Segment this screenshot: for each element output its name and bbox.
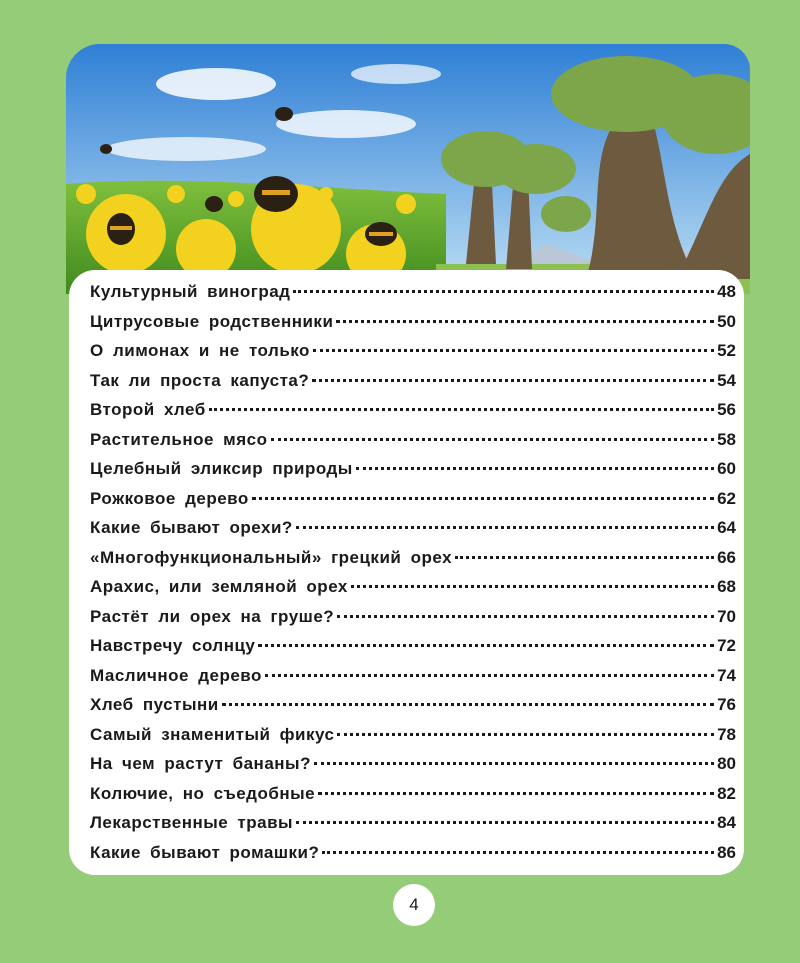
toc-leader-dots bbox=[252, 497, 714, 500]
toc-entry-title: Колючие, но съедобные bbox=[90, 783, 316, 803]
toc-entry[interactable] bbox=[90, 307, 736, 337]
toc-entry-page: 66 bbox=[717, 547, 736, 567]
toc-entry-title: «Многофункциональный» грецкий орех bbox=[90, 547, 453, 567]
toc-entry[interactable] bbox=[90, 336, 736, 366]
toc-entry-page: 56 bbox=[717, 400, 736, 419]
toc-entry[interactable] bbox=[90, 277, 736, 307]
toc-entry-title: Навстречу солнцу bbox=[90, 636, 256, 655]
toc-entry[interactable] bbox=[90, 454, 736, 484]
toc-entry-page: 82 bbox=[717, 783, 736, 803]
toc-leader-dots bbox=[312, 379, 714, 382]
toc-entry[interactable] bbox=[90, 661, 736, 691]
toc-leader-dots bbox=[258, 644, 714, 647]
toc-leader-dots bbox=[313, 349, 714, 352]
toc-entry-page: 76 bbox=[717, 695, 736, 714]
toc-entry-title: Какие бывают орехи? bbox=[90, 518, 293, 537]
toc-leader-dots bbox=[351, 585, 714, 588]
toc-entry-title: Арахис, или земляной орех bbox=[90, 577, 348, 596]
toc-entry[interactable] bbox=[90, 808, 736, 838]
bees-and-trees-image bbox=[66, 44, 750, 294]
toc-entry-title: Целебный эликсир природы bbox=[90, 459, 353, 478]
toc-entry-page: 64 bbox=[717, 518, 736, 537]
toc-leader-dots bbox=[318, 792, 714, 795]
toc-entry-title: Растёт ли орех на груше? bbox=[90, 606, 335, 626]
toc-entry[interactable] bbox=[90, 513, 736, 543]
toc-leader-dots bbox=[271, 438, 715, 441]
toc-entry-page: 48 bbox=[717, 282, 736, 301]
toc-entry[interactable] bbox=[90, 484, 736, 514]
toc-entry-title: Самый знаменитый фикус bbox=[90, 724, 335, 744]
toc-list bbox=[90, 277, 736, 867]
toc-entry-page: 58 bbox=[717, 429, 736, 449]
toc-entry-page: 74 bbox=[717, 665, 736, 685]
toc-entry-title: О лимонах и не только bbox=[90, 341, 310, 360]
toc-leader-dots bbox=[296, 821, 714, 824]
toc-entry[interactable] bbox=[90, 572, 736, 602]
toc-entry-title: Цитрусовые родственники bbox=[90, 311, 334, 331]
toc-entry-page: 68 bbox=[717, 577, 736, 596]
toc-entry-title: Какие бывают ромашки? bbox=[90, 842, 320, 862]
toc-entry-title: Второй хлеб bbox=[90, 400, 206, 419]
toc-entry-title: Масличное дерево bbox=[90, 665, 262, 685]
toc-entry-page: 80 bbox=[717, 754, 736, 773]
toc-entry[interactable] bbox=[90, 749, 736, 779]
toc-entry-title: На чем растут бананы? bbox=[90, 754, 311, 773]
toc-leader-dots bbox=[322, 851, 714, 854]
toc-leader-dots bbox=[336, 320, 714, 323]
toc-entry-title: Культурный виноград bbox=[90, 282, 291, 301]
toc-entry-page: 84 bbox=[717, 813, 736, 832]
toc-leader-dots bbox=[293, 290, 714, 293]
toc-entry-page: 52 bbox=[717, 341, 736, 360]
toc-entry[interactable] bbox=[90, 779, 736, 809]
toc-entry[interactable] bbox=[90, 838, 736, 868]
toc-entry-title: Рожковое дерево bbox=[90, 488, 249, 508]
page-number: 4 bbox=[393, 884, 435, 926]
toc-entry-title: Лекарственные травы bbox=[90, 813, 294, 832]
toc-entry-title: Растительное мясо bbox=[90, 429, 268, 449]
toc-leader-dots bbox=[265, 674, 714, 677]
header-illustration bbox=[66, 44, 750, 294]
toc-entry[interactable] bbox=[90, 543, 736, 573]
toc-leader-dots bbox=[314, 762, 714, 765]
toc-leader-dots bbox=[356, 467, 714, 470]
toc-leader-dots bbox=[222, 703, 714, 706]
toc-entry[interactable] bbox=[90, 366, 736, 396]
toc-entry[interactable] bbox=[90, 631, 736, 661]
toc-entry-page: 50 bbox=[717, 311, 736, 331]
toc-entry-page: 78 bbox=[717, 724, 736, 744]
toc-leader-dots bbox=[209, 408, 714, 411]
toc-entry-title: Хлеб пустыни bbox=[90, 695, 219, 714]
table-of-contents bbox=[69, 270, 744, 875]
toc-entry-page: 60 bbox=[717, 459, 736, 478]
toc-entry[interactable] bbox=[90, 602, 736, 632]
toc-leader-dots bbox=[337, 615, 714, 618]
toc-entry-page: 54 bbox=[717, 370, 736, 390]
toc-leader-dots bbox=[337, 733, 714, 736]
toc-entry-page: 62 bbox=[717, 488, 736, 508]
toc-entry[interactable] bbox=[90, 395, 736, 425]
toc-entry-page: 86 bbox=[717, 842, 736, 862]
toc-entry[interactable] bbox=[90, 425, 736, 455]
toc-entry-page: 70 bbox=[717, 606, 736, 626]
toc-leader-dots bbox=[455, 556, 714, 559]
toc-entry[interactable] bbox=[90, 690, 736, 720]
toc-leader-dots bbox=[296, 526, 714, 529]
toc-entry[interactable] bbox=[90, 720, 736, 750]
toc-entry-title: Так ли проста капуста? bbox=[90, 370, 310, 390]
toc-entry-page: 72 bbox=[717, 636, 736, 655]
